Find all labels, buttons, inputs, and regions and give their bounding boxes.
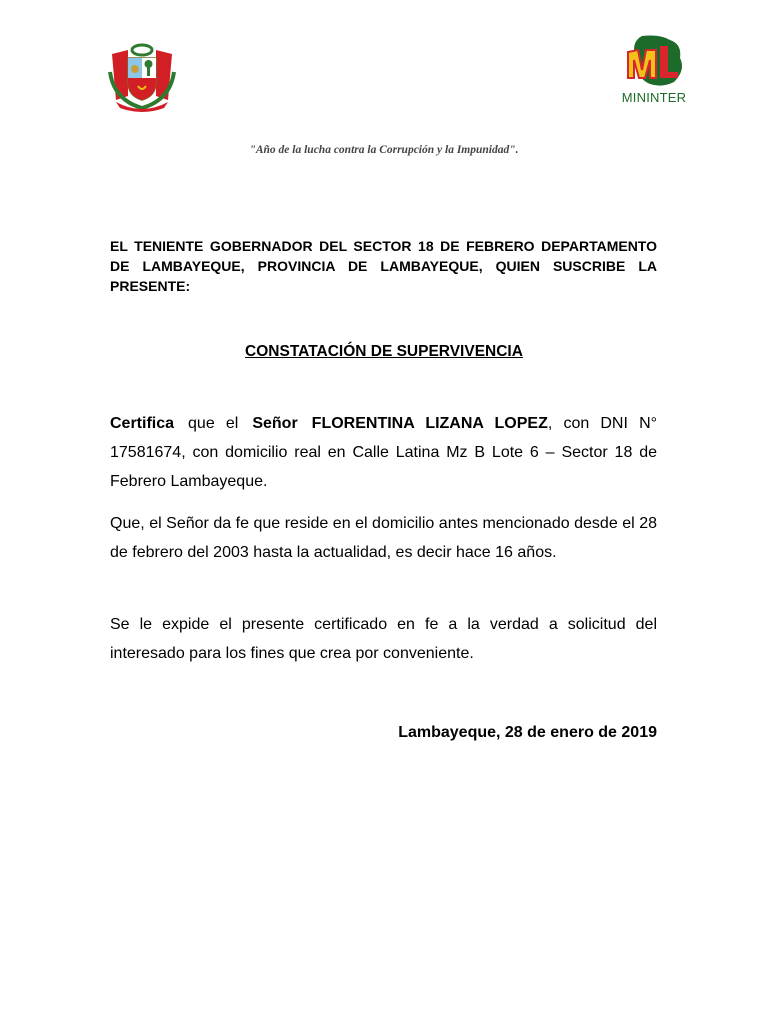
certification-paragraph (110, 409, 657, 496)
que-el-text: que el (188, 415, 239, 432)
mininter-emblem-icon (612, 34, 696, 90)
document-title: CONSTATACIÓN DE SUPERVIVENCIA (245, 343, 523, 360)
mininter-logo (612, 34, 696, 110)
year-motto: "Año de la lucha contra la Corrupción y la Impunidad". (249, 144, 519, 156)
senor-word: Señor (252, 415, 298, 432)
certifica-word: Certifica (110, 415, 175, 432)
certification-details: , con DNI N° 17581674, con domicilio real en Calle Latina Mz B Lote 6 – Sector 18 de Febrero Lambayeque. (110, 415, 658, 490)
person-name: FLORENTINA LIZANA LOPEZ (311, 415, 548, 432)
residence-paragraph: Que, el Señor da fe que reside en el domicilio antes mencionado desde el 28 de febrero del 2003 hasta la actualidad, es decir hace 16 años. (110, 515, 657, 561)
place-and-date: Lambayeque, 28 de enero de 2019 (398, 724, 657, 741)
issuance-paragraph: Se le expide el presente certificado en fe a la verdad a solicitud del interesado para los fines que crea por conveniente. (110, 616, 657, 662)
intro-heading: EL TENIENTE GOBERNADOR DEL SECTOR 18 DE FEBRERO DEPARTAMENTO DE LAMBAYEQUE, PROVINCIA DE LAMBAYEQUE, QUIEN SUSCRIBE LA PRESENTE: (110, 238, 657, 294)
peru-coat-of-arms-emblem (106, 42, 178, 112)
mininter-logo-text: MININTER (621, 90, 687, 105)
